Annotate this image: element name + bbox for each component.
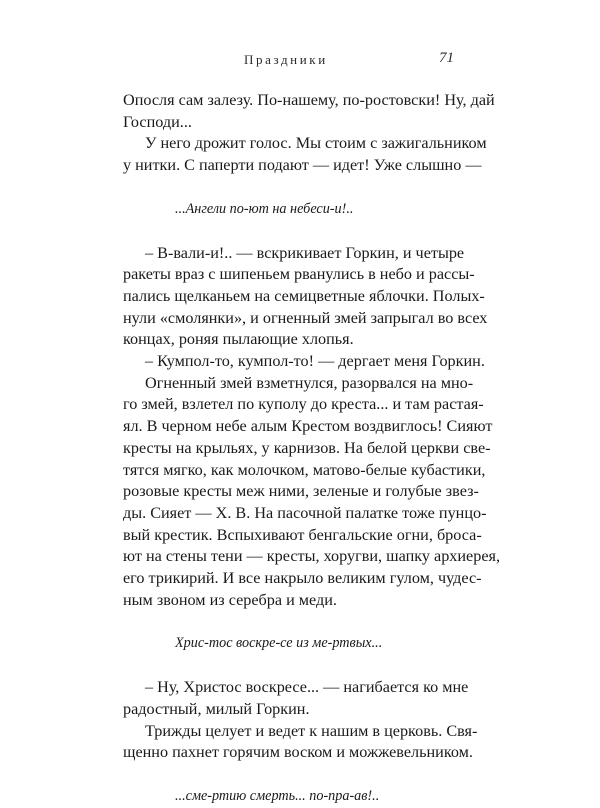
text-line: концах, роняя пылающие хлопья. [123,330,354,349]
text-line: пались щелканьем на семицветные яблочки. Полых- [123,286,485,305]
body-text [123,90,501,808]
text-line: Опосля сам залезу. По-нашему, по-ростовски! Ну, дай [123,91,495,109]
paragraph [123,243,488,352]
text-line: Огненный змей взметнулся, разорвался на мно- [145,373,474,392]
text-line: его трикирий. И все накрыло великим гулом, чудес- [123,569,482,588]
page-number: 71 [439,50,454,66]
text-line: ды. Сияет — Х. В. На пасочной палатке тоже пунцо- [123,503,487,522]
text-line: го змей, взлетел по куполу до креста... и там растая- [123,395,484,414]
text-line: у нитки. С паперти подают — идет! Уже слышно — [123,156,482,175]
text-line: вый крестик. Вспыхивают бенгальские огни, броса- [123,525,482,544]
text-line: щенно пахнет горячим воском и можжевельником. [123,743,473,762]
text-line: кресты на крыльях, у карнизов. На белой церкви све- [123,438,491,457]
verse-line: ...Ангели по-ют на небеси-и!.. [175,200,354,217]
paragraph [123,721,478,764]
text-line: – Кумпол-то, кумпол-то! — дергает меня Горкин. [145,352,485,371]
paragraph [123,677,469,720]
text-line: Господи... [123,112,192,131]
paragraph [123,373,501,612]
text-line: тятся мягко, как молочком, матово-белые кубастики, [123,460,486,479]
verse-line: Хрис-тос воскре-се из ме-ртвых... [175,635,383,652]
text-line: ял. В черном небе алым Крестом воздвиглось! Сияют [123,417,493,436]
text-line: нули «смолянки», и огненный змей запрыгал во всех [123,308,488,327]
text-line: ным звоном из серебра и меди. [123,590,337,609]
paragraph [123,133,487,176]
text-line: ракеты враз с шипеньем рванулись в небо и рассы- [123,265,475,284]
text-line: – В-вали-и!.. — вскрикивает Горкин, и четыре [145,243,465,262]
text-line: У него дрожит голос. Мы стоим с зажигальником [145,134,487,153]
running-head: Праздники [244,52,328,67]
text-line: ют на стены тени — кресты, хоругви, шапку архиерея, [123,547,501,566]
paragraph [123,351,485,373]
verse-line: ...сме-ртию смерть... по-пра-ав!.. [175,787,380,804]
text-line: – Ну, Христос воскресе... — нагибается ко мне [145,678,469,697]
text-line: розовые кресты меж ними, зеленые и голубые звез- [123,482,479,501]
text-line: Трижды целует и ведет к нашим в церковь. Свя- [145,721,478,740]
text-line: радостный, милый Горкин. [123,699,310,718]
paragraph [123,90,495,133]
